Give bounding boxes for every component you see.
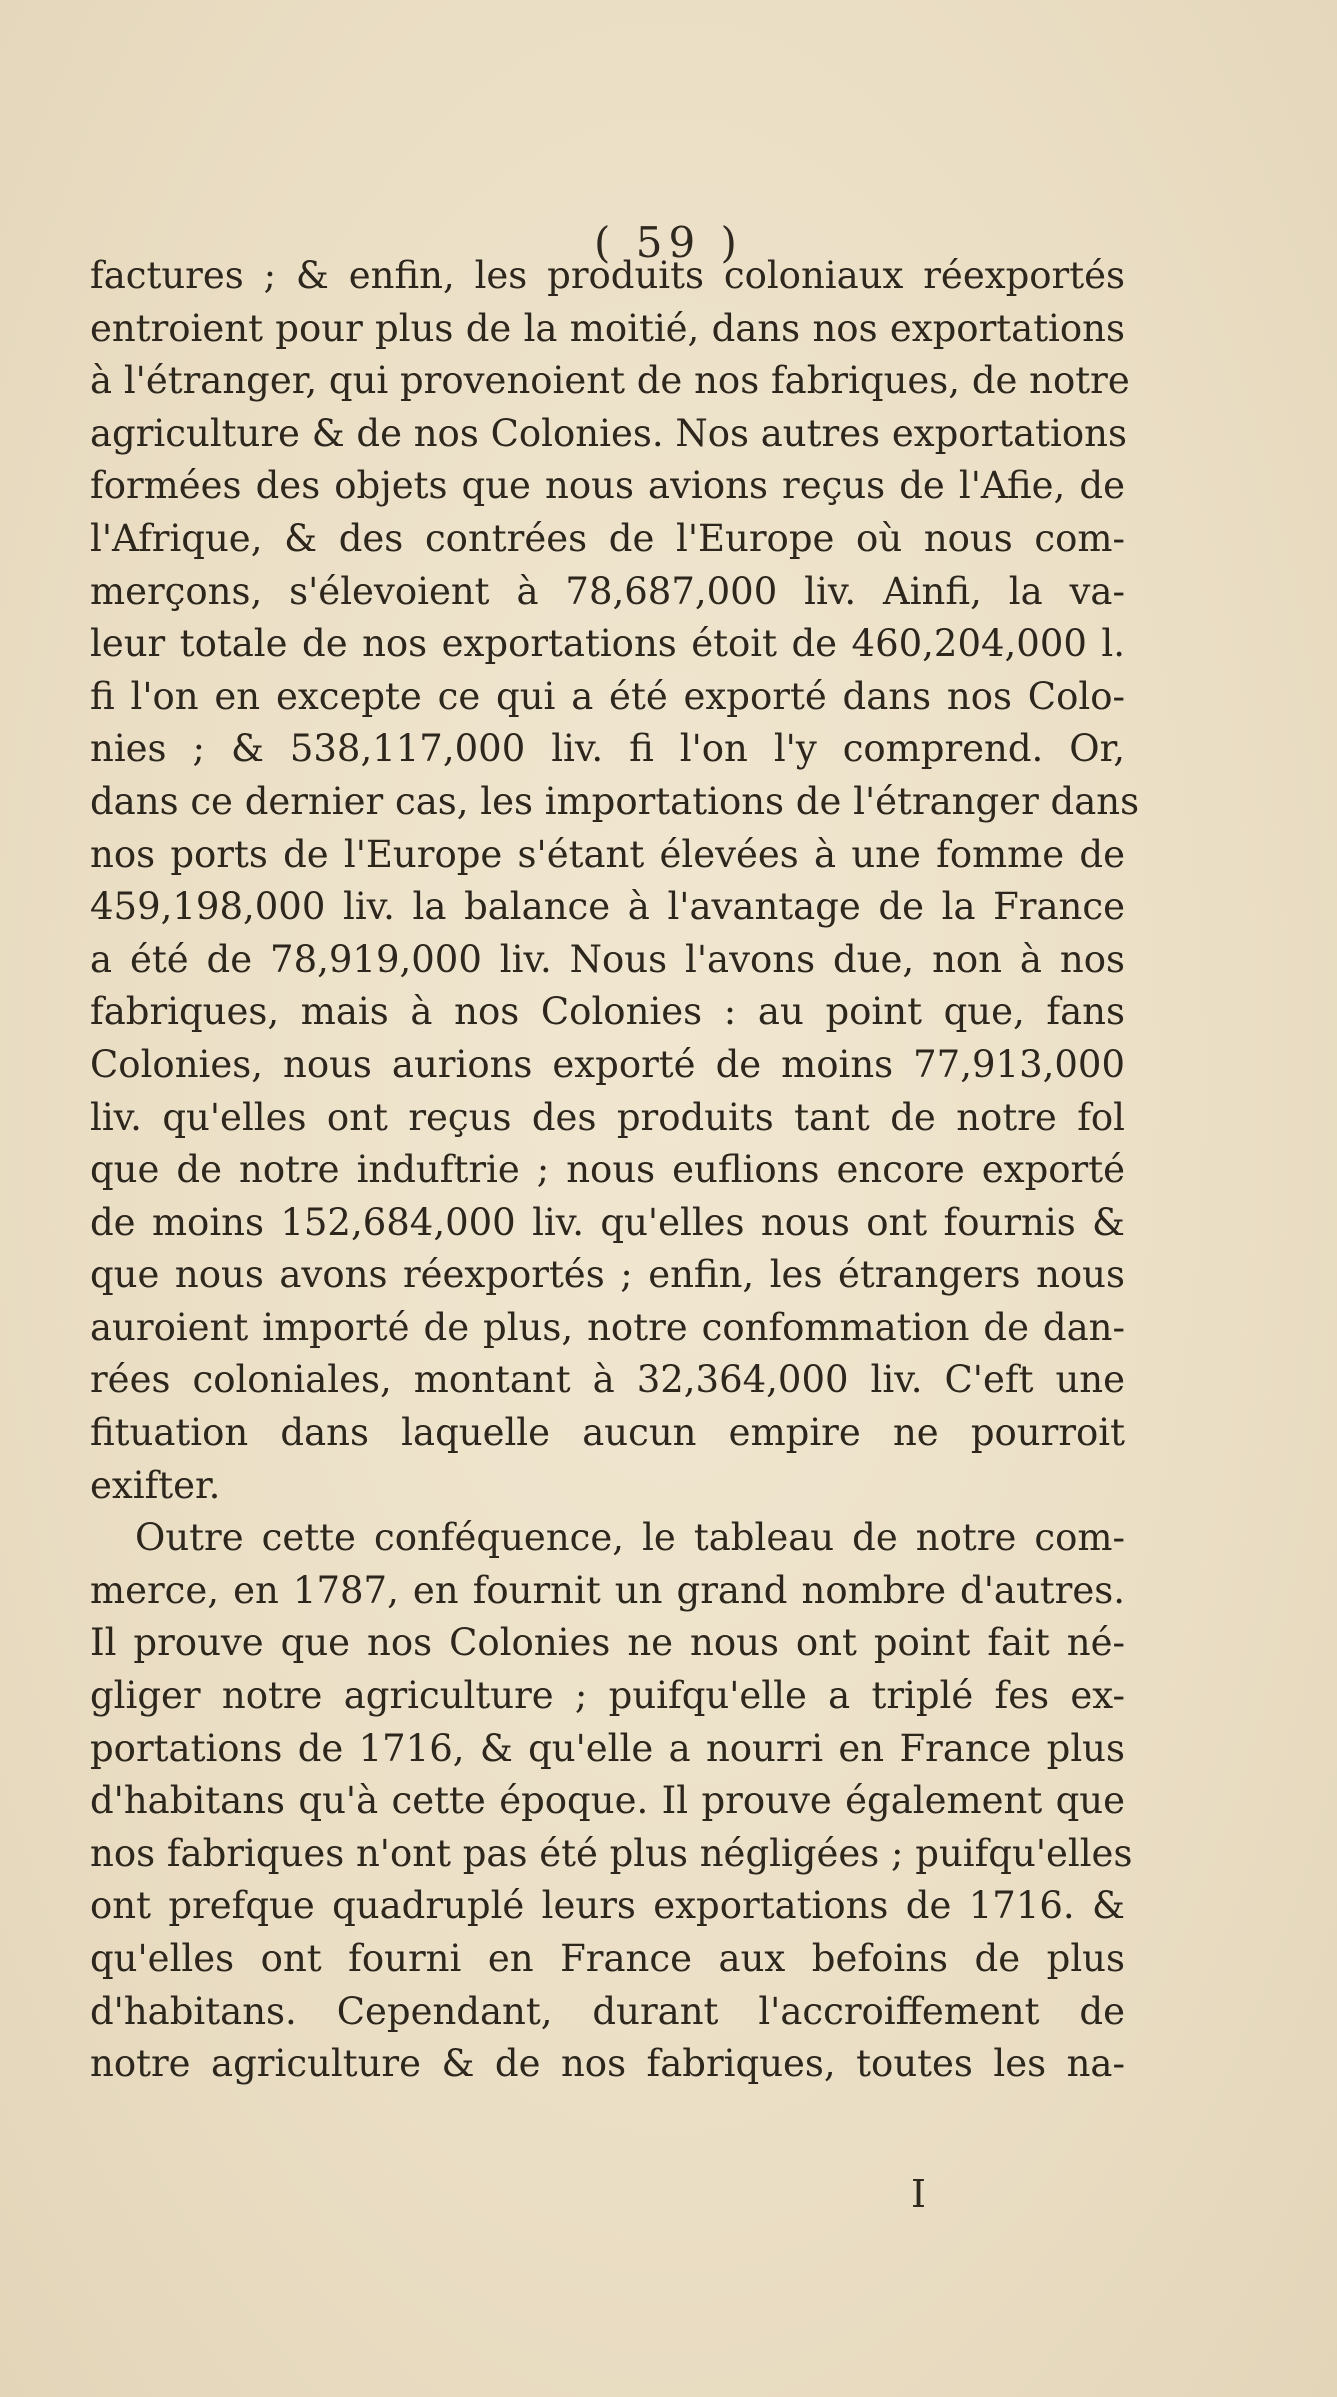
body-text [90, 250, 1140, 2091]
signature-mark [0, 2172, 1337, 2216]
text-line: de moins 152,684,000 liv. qu'elles nous ont fournis & [90, 1200, 1125, 1244]
text-line: fituation dans laquelle aucun empire ne pourroit [90, 1411, 1125, 1455]
text-line: qu'elles ont fourni en France aux befoins de plus [90, 1937, 1125, 1980]
text-line: entroient pour plus de la moitié, dans nos exportations [90, 306, 1125, 350]
text-line: l'Afrique, & des contrées de l'Europe où nous com- [90, 516, 1125, 560]
text-line: liv. qu'elles ont reçus des produits tant de notre fol [90, 1095, 1125, 1139]
text-line-paragraph-start: Outre cette conféquence, le tableau de notre com- [135, 1516, 1125, 1560]
text-line: notre agriculture & de nos fabriques, toutes les na- [90, 2042, 1125, 2086]
text-line: gliger notre agriculture ; puifqu'elle a triplé fes ex- [90, 1674, 1125, 1718]
text-line: nies ; & 538,117,000 liv. fi l'on l'y comprend. Or, [90, 727, 1125, 771]
text-line: Il prouve que nos Colonies ne nous ont point fait né- [90, 1621, 1125, 1665]
text-line: que de notre induftrie ; nous euflions encore exporté [90, 1148, 1125, 1192]
text-line: portations de 1716, & qu'elle a nourri en France plus [90, 1726, 1125, 1770]
text-line: Colonies, nous aurions exporté de moins 77,913,000 [90, 1042, 1125, 1086]
text-line: d'habitans. Cependant, durant l'accroiffement de [90, 1989, 1125, 2033]
text-line: agriculture & de nos Colonies. Nos autres exportations [90, 411, 1127, 455]
page-number: ( 59 ) [594, 218, 743, 267]
text-line: a été de 78,919,000 liv. Nous l'avons due, non à nos [90, 937, 1125, 981]
text-line: dans ce dernier cas, les importations de l'étranger dans [90, 779, 1140, 823]
text-line: nos ports de l'Europe s'étant élevées à une fomme de [90, 832, 1125, 876]
signature-mark-text: I [910, 2172, 926, 2216]
text-line: fabriques, mais à nos Colonies : au point que, fans [90, 990, 1125, 1034]
text-line: ont prefque quadruplé leurs exportations de 1716. & [90, 1884, 1125, 1928]
text-line: merce, en 1787, en fournit un grand nombre d'autres. [90, 1568, 1125, 1612]
text-line: auroient importé de plus, notre confommation de dan- [90, 1305, 1125, 1349]
text-line: rées coloniales, montant à 32,364,000 liv. C'eft une [90, 1358, 1125, 1402]
text-line: exifter. [90, 1463, 221, 1507]
text-line: fi l'on en excepte ce qui a été exporté dans nos Colo- [90, 674, 1125, 718]
text-line: à l'étranger, qui provenoient de nos fabriques, de notre [90, 359, 1130, 403]
text-line: formées des objets que nous avions reçus de l'Afie, de [90, 464, 1125, 508]
text-line: 459,198,000 liv. la balance à l'avantage de la France [90, 885, 1125, 929]
text-line: merçons, s'élevoient à 78,687,000 liv. Ainfi, la va- [90, 569, 1125, 613]
text-line: que nous avons réexportés ; enfin, les étrangers nous [90, 1253, 1125, 1297]
text-line: nos fabriques n'ont pas été plus négligées ; puifqu'elles [90, 1831, 1133, 1875]
text-line: d'habitans qu'à cette époque. Il prouve également que [90, 1779, 1125, 1823]
text-line: factures ; & enfin, les produits coloniaux réexportés [90, 254, 1125, 297]
text-line: leur totale de nos exportations étoit de 460,204,000 l. [90, 622, 1125, 666]
